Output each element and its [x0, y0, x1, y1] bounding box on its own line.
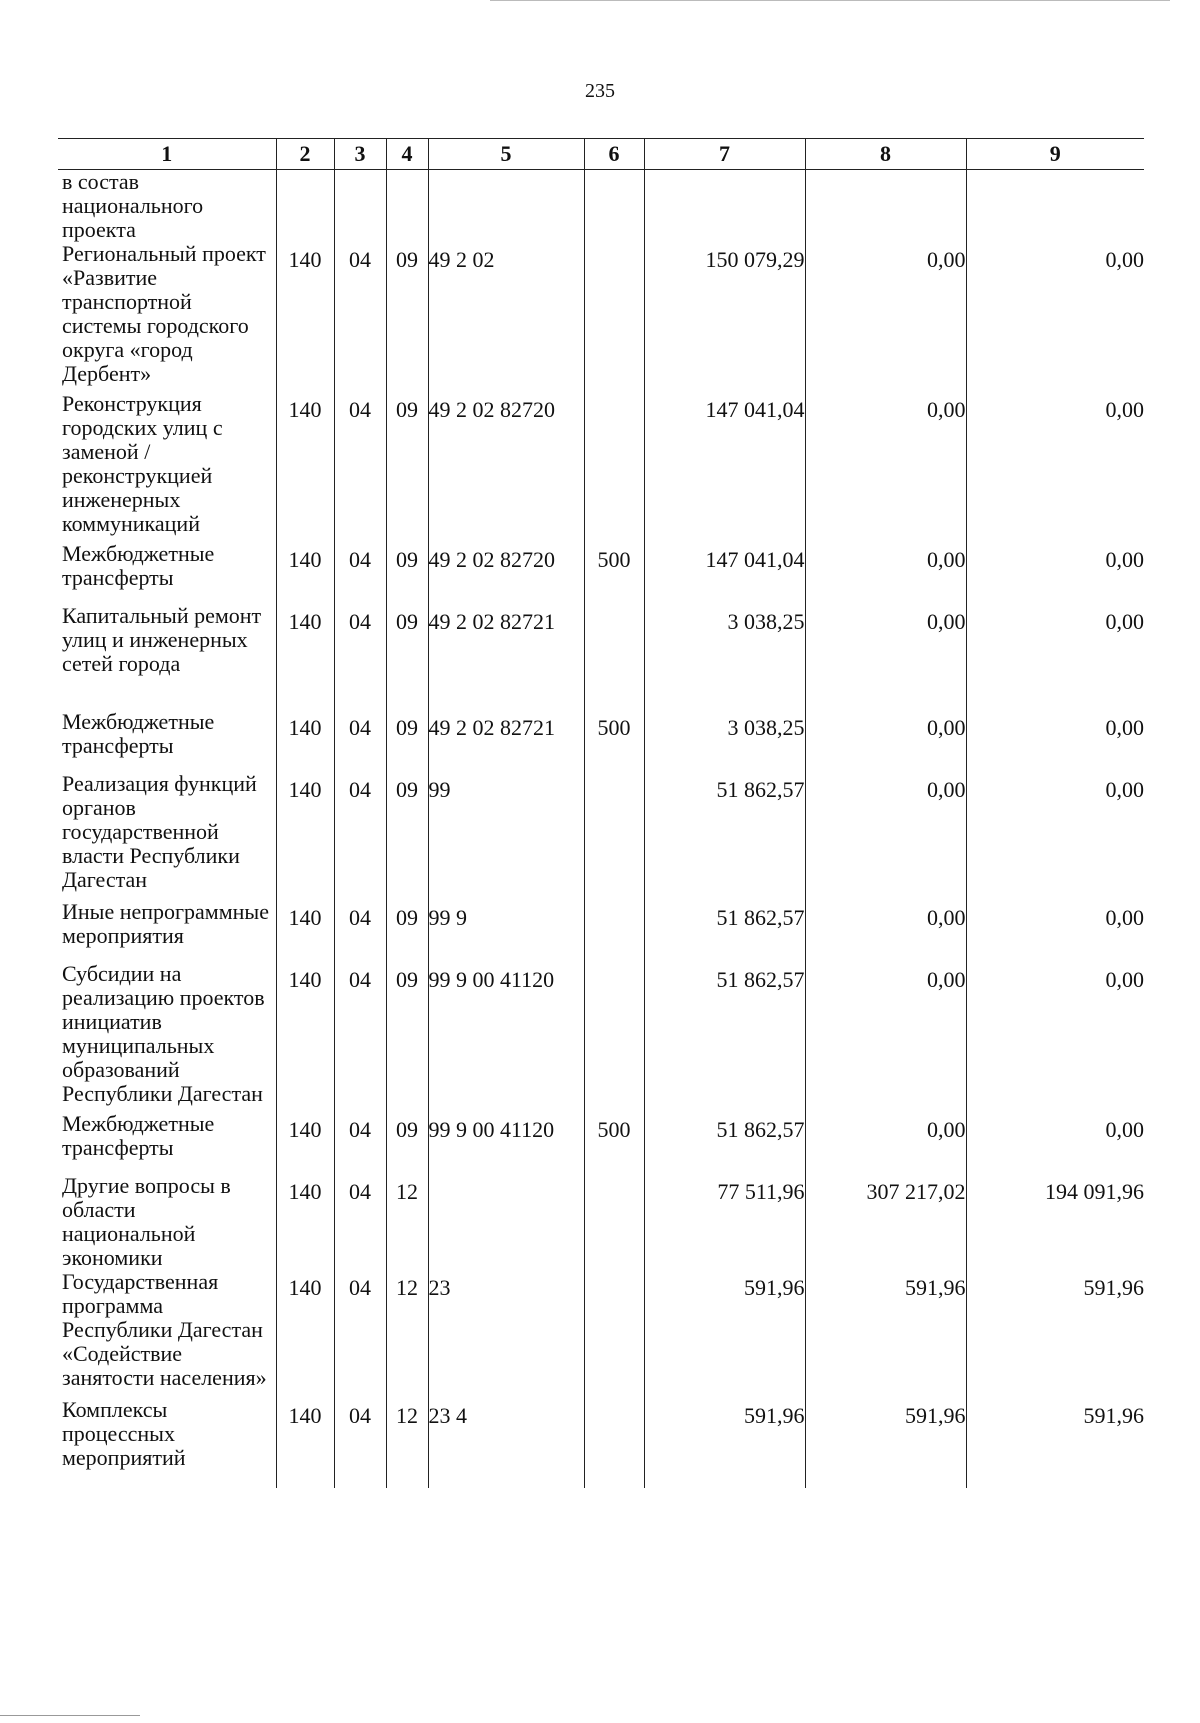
cell-amount-col7: 3 038,25	[644, 604, 805, 710]
cell-expense-type	[584, 1398, 644, 1488]
cell-section: 04	[334, 710, 386, 772]
table-row	[58, 1270, 1144, 1398]
header-col-3: 3	[334, 139, 386, 170]
cell-subsection: 12	[386, 1398, 428, 1488]
cell-subsection: 09	[386, 242, 428, 392]
header-col-6: 6	[584, 139, 644, 170]
header-col-7: 7	[644, 139, 805, 170]
cell-admin-code: 140	[276, 962, 334, 1112]
cell-expense-type: 500	[584, 710, 644, 772]
cell-expense-type	[584, 1270, 644, 1398]
cell-target-article: 23	[428, 1270, 584, 1398]
cell-amount-col7: 150 079,29	[644, 242, 805, 392]
cell-expense-type	[584, 962, 644, 1112]
cell-target-article: 99 9 00 41120	[428, 1112, 584, 1174]
cell-amount-col7: 77 511,96	[644, 1174, 805, 1270]
cell-subsection: 09	[386, 900, 428, 962]
cell-admin-code: 140	[276, 542, 334, 604]
cell-section: 04	[334, 242, 386, 392]
cell-amount-col8: 0,00	[805, 900, 966, 962]
cell-target-article	[428, 170, 584, 243]
cell-expense-type	[584, 170, 644, 243]
cell-admin-code: 140	[276, 1174, 334, 1270]
cell-amount-col7: 51 862,57	[644, 900, 805, 962]
cell-subsection: 12	[386, 1174, 428, 1270]
scan-edge-line-bottom	[0, 1715, 140, 1716]
cell-target-article: 49 2 02	[428, 242, 584, 392]
cell-amount-col9: 194 091,96	[966, 1174, 1144, 1270]
table-row	[58, 1112, 1144, 1174]
cell-admin-code: 140	[276, 604, 334, 710]
cell-admin-code: 140	[276, 772, 334, 900]
cell-admin-code: 140	[276, 1112, 334, 1174]
cell-amount-col9: 0,00	[966, 962, 1144, 1112]
header-col-9: 9	[966, 139, 1144, 170]
table-row	[58, 1398, 1144, 1488]
cell-name: Комплексы процессных мероприятий	[58, 1398, 276, 1488]
table-row	[58, 242, 1144, 392]
page-number: 235	[585, 80, 615, 102]
cell-subsection: 09	[386, 710, 428, 772]
cell-expense-type	[584, 242, 644, 392]
cell-subsection: 09	[386, 392, 428, 542]
table-row	[58, 392, 1144, 542]
cell-subsection	[386, 170, 428, 243]
cell-subsection: 09	[386, 542, 428, 604]
cell-amount-col8: 0,00	[805, 772, 966, 900]
table-header-row	[58, 139, 1144, 170]
cell-target-article: 99	[428, 772, 584, 900]
cell-amount-col7: 51 862,57	[644, 962, 805, 1112]
cell-admin-code: 140	[276, 710, 334, 772]
cell-amount-col7: 51 862,57	[644, 1112, 805, 1174]
cell-target-article: 49 2 02 82721	[428, 604, 584, 710]
cell-expense-type	[584, 1174, 644, 1270]
cell-amount-col8: 0,00	[805, 1112, 966, 1174]
cell-amount-col9: 0,00	[966, 710, 1144, 772]
budget-table	[58, 138, 1144, 1488]
cell-amount-col9: 0,00	[966, 542, 1144, 604]
cell-amount-col8: 0,00	[805, 604, 966, 710]
cell-admin-code: 140	[276, 1270, 334, 1398]
cell-target-article	[428, 1174, 584, 1270]
cell-name: Реконструкция городских улиц с заменой / реконструкцией инженерных коммуникаций	[58, 392, 276, 542]
table-row	[58, 542, 1144, 604]
cell-name: Межбюджетные трансферты	[58, 542, 276, 604]
table-row	[58, 772, 1144, 900]
cell-target-article: 99 9	[428, 900, 584, 962]
table-row	[58, 962, 1144, 1112]
cell-amount-col8	[805, 170, 966, 243]
cell-section: 04	[334, 1112, 386, 1174]
header-col-5: 5	[428, 139, 584, 170]
table-row	[58, 900, 1144, 962]
cell-name: в состав национального проекта	[58, 170, 276, 243]
cell-section: 04	[334, 1270, 386, 1398]
cell-amount-col9: 0,00	[966, 1112, 1144, 1174]
cell-amount-col8: 0,00	[805, 710, 966, 772]
cell-target-article: 49 2 02 82720	[428, 392, 584, 542]
cell-amount-col8: 0,00	[805, 242, 966, 392]
cell-name: Капитальный ремонт улиц и инженерных сетей города	[58, 604, 276, 710]
cell-subsection: 12	[386, 1270, 428, 1398]
cell-amount-col9: 0,00	[966, 392, 1144, 542]
cell-expense-type	[584, 900, 644, 962]
cell-amount-col8: 591,96	[805, 1398, 966, 1488]
cell-expense-type	[584, 772, 644, 900]
cell-name: Межбюджетные трансферты	[58, 710, 276, 772]
cell-name: Региональный проект «Развитие транспортной системы городского округа «город Дербент»	[58, 242, 276, 392]
cell-amount-col9: 0,00	[966, 604, 1144, 710]
cell-section: 04	[334, 900, 386, 962]
table-row	[58, 710, 1144, 772]
cell-target-article: 49 2 02 82721	[428, 710, 584, 772]
table-row	[58, 1174, 1144, 1270]
cell-admin-code: 140	[276, 392, 334, 542]
cell-expense-type: 500	[584, 1112, 644, 1174]
cell-amount-col8: 591,96	[805, 1270, 966, 1398]
cell-section: 04	[334, 542, 386, 604]
cell-amount-col7: 591,96	[644, 1270, 805, 1398]
header-col-2: 2	[276, 139, 334, 170]
cell-section: 04	[334, 392, 386, 542]
cell-section: 04	[334, 772, 386, 900]
cell-subsection: 09	[386, 772, 428, 900]
cell-amount-col8: 0,00	[805, 962, 966, 1112]
table-row	[58, 604, 1144, 710]
cell-subsection: 09	[386, 962, 428, 1112]
cell-amount-col7: 591,96	[644, 1398, 805, 1488]
cell-name: Межбюджетные трансферты	[58, 1112, 276, 1174]
cell-target-article: 99 9 00 41120	[428, 962, 584, 1112]
cell-admin-code: 140	[276, 1398, 334, 1488]
cell-subsection: 09	[386, 1112, 428, 1174]
cell-name: Иные непрограммные мероприятия	[58, 900, 276, 962]
scan-edge-line	[490, 0, 1170, 1]
cell-section: 04	[334, 604, 386, 710]
cell-amount-col7	[644, 170, 805, 243]
cell-expense-type	[584, 604, 644, 710]
cell-amount-col8: 0,00	[805, 542, 966, 604]
cell-section: 04	[334, 1174, 386, 1270]
cell-target-article: 49 2 02 82720	[428, 542, 584, 604]
header-col-8: 8	[805, 139, 966, 170]
cell-amount-col7: 147 041,04	[644, 542, 805, 604]
cell-amount-col9: 591,96	[966, 1398, 1144, 1488]
table-body	[58, 170, 1144, 1489]
cell-name: Реализация функций органов государственной власти Республики Дагестан	[58, 772, 276, 900]
header-col-4: 4	[386, 139, 428, 170]
cell-amount-col9: 0,00	[966, 242, 1144, 392]
cell-amount-col8: 307 217,02	[805, 1174, 966, 1270]
cell-section: 04	[334, 962, 386, 1112]
cell-amount-col7: 147 041,04	[644, 392, 805, 542]
cell-admin-code: 140	[276, 242, 334, 392]
cell-admin-code: 140	[276, 900, 334, 962]
cell-target-article: 23 4	[428, 1398, 584, 1488]
cell-amount-col9: 591,96	[966, 1270, 1144, 1398]
cell-name: Другие вопросы в области национальной экономики	[58, 1174, 276, 1270]
cell-section: 04	[334, 1398, 386, 1488]
cell-expense-type	[584, 392, 644, 542]
cell-admin-code	[276, 170, 334, 243]
cell-subsection: 09	[386, 604, 428, 710]
cell-name: Государственная программа Республики Дагестан «Содействие занятости населения»	[58, 1270, 276, 1398]
header-col-1: 1	[58, 139, 276, 170]
cell-name: Субсидии на реализацию проектов инициатив муниципальных образований Республики Дагестан	[58, 962, 276, 1112]
cell-amount-col7: 51 862,57	[644, 772, 805, 900]
cell-amount-col9: 0,00	[966, 900, 1144, 962]
cell-section	[334, 170, 386, 243]
table-row	[58, 170, 1144, 243]
cell-amount-col9: 0,00	[966, 772, 1144, 900]
cell-amount-col9	[966, 170, 1144, 243]
cell-amount-col7: 3 038,25	[644, 710, 805, 772]
cell-expense-type: 500	[584, 542, 644, 604]
cell-amount-col8: 0,00	[805, 392, 966, 542]
